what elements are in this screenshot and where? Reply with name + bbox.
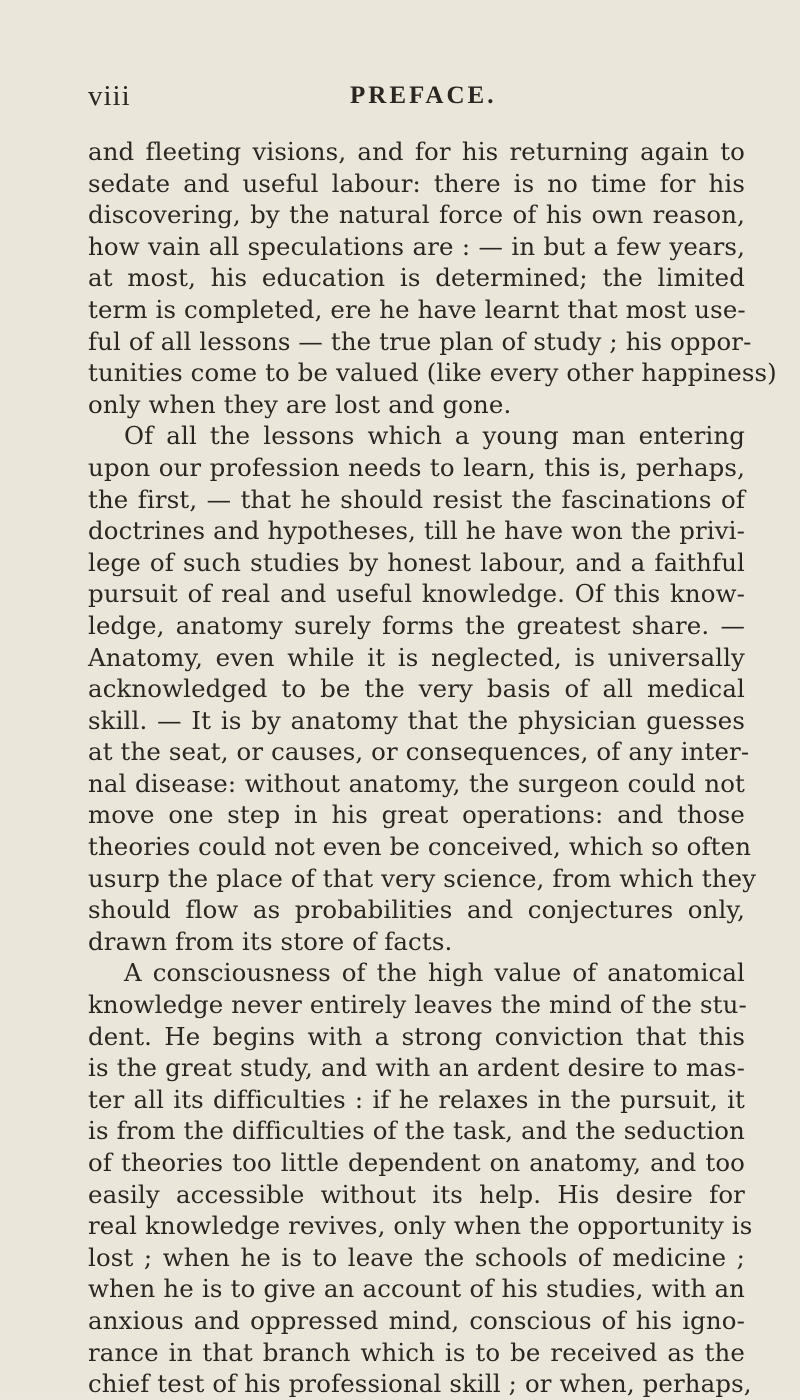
text-line: lost ; when he is to leave the schools of medicine ; [88, 1242, 745, 1272]
text-line: rance in that branch which is to be received as the [88, 1337, 745, 1367]
text-line: should flow as probabilities and conjectures only, [88, 895, 745, 925]
text-line: real knowledge revives, only when the opportunity is [88, 1211, 753, 1241]
text-line: usurp the place of that very science, from which they [88, 863, 757, 893]
text-line: drawn from its store of facts. [88, 926, 453, 956]
page-number: viii [88, 80, 131, 112]
text-line: dent. He begins with a strong conviction that this [88, 1021, 745, 1051]
text-line: ful of all lessons — the true plan of study ; his oppor- [88, 326, 752, 356]
text-line: skill. — It is by anatomy that the physician guesses [88, 705, 745, 735]
text-line: when he is to give an account of his studies, with an [88, 1274, 745, 1304]
text-line: chief test of his professional skill ; or when, perhaps, [88, 1369, 752, 1399]
text-line: upon our profession needs to learn, this is, perhaps, [88, 452, 745, 482]
body-text [88, 136, 777, 1400]
text-line: nal disease: without anatomy, the surgeon could not [88, 768, 745, 798]
text-line: is the great study, and with an ardent desire to mas- [88, 1053, 745, 1083]
text-line: doctrines and hypotheses, till he have won the privi- [88, 516, 745, 546]
running-head [88, 80, 748, 114]
text-line: anxious and oppressed mind, conscious of his igno- [88, 1305, 745, 1335]
running-title: PREFACE. [350, 82, 497, 109]
text-line: theories could not even be conceived, which so often [88, 832, 752, 862]
text-line: at most, his education is determined; the limited [88, 263, 745, 293]
text-line: tunities come to be valued (like every other happiness) [88, 358, 777, 388]
text-line: of theories too little dependent on anatomy, and too [88, 1148, 745, 1177]
text-line: ter all its difficulties : if he relaxes in the pursuit, it [88, 1084, 745, 1114]
text-line: knowledge never entirely leaves the mind of the stu- [88, 990, 747, 1020]
text-line: pursuit of real and useful knowledge. Of this know- [88, 579, 745, 609]
text-line: at the seat, or causes, or consequences, of any inter- [88, 737, 750, 767]
text-line: how vain all speculations are : — in but a few years, [88, 231, 745, 261]
text-line: discovering, by the natural force of his own reason, [88, 200, 745, 230]
text-line: and fleeting visions, and for his returning again to [88, 137, 745, 166]
text-line: only when they are lost and gone. [88, 389, 512, 419]
text-line: Anatomy, even while it is neglected, is universally [88, 642, 745, 672]
text-line: A consciousness of the high value of anatomical [124, 958, 745, 988]
text-line: lege of such studies by honest labour, and a faithful [88, 547, 745, 577]
text-line: the first, — that he should resist the fascinations of [88, 484, 745, 514]
text-line: easily accessible without its help. His desire for [88, 1179, 745, 1209]
text-line: is from the difficulties of the task, and the seduction [88, 1116, 745, 1146]
text-line: sedate and useful labour: there is no time for his [88, 168, 745, 198]
text-line: ledge, anatomy surely forms the greatest share. — [88, 610, 745, 640]
text-line: term is completed, ere he have learnt that most use- [88, 294, 746, 324]
text-line: Of all the lessons which a young man entering [124, 421, 745, 451]
text-line: acknowledged to be the very basis of all medical [88, 674, 745, 704]
text-line: move one step in his great operations: and those [88, 800, 745, 830]
